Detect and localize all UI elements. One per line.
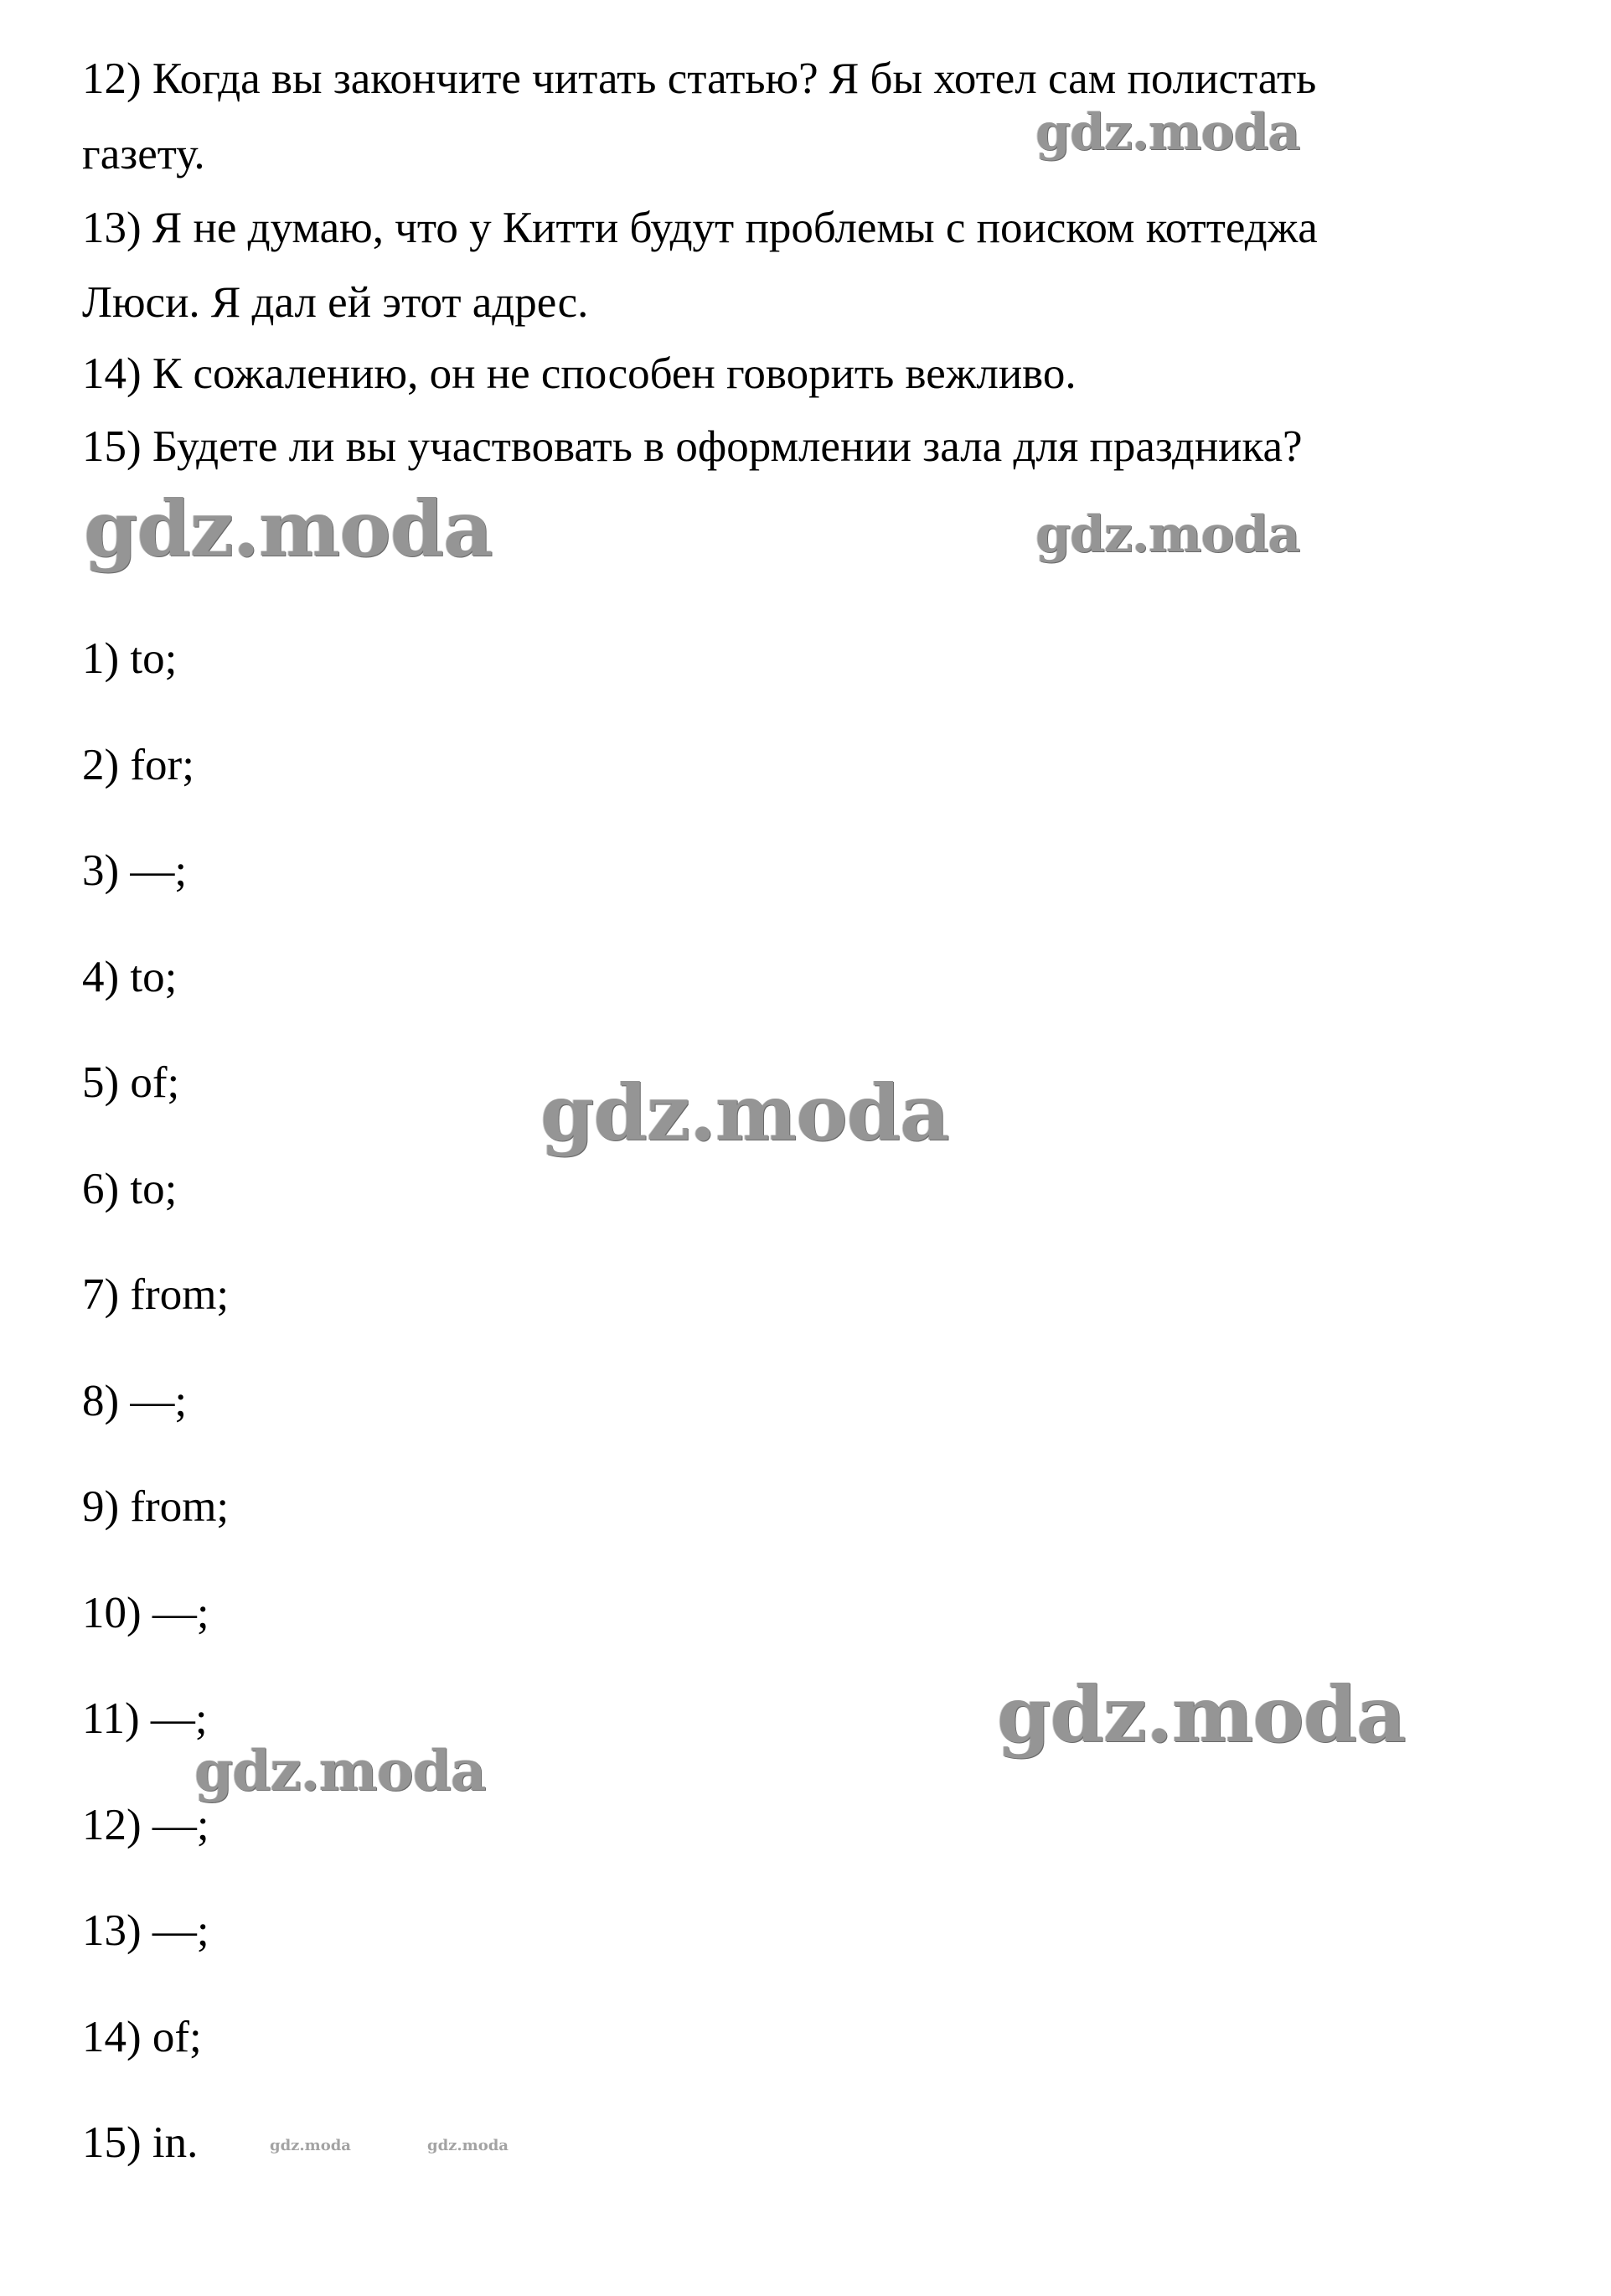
watermark-logo: gdz.moda	[540, 1068, 949, 1158]
answer-line-10: 10) —;	[82, 1589, 209, 1637]
answer-line-11: 11) —;	[82, 1694, 208, 1743]
answer-line-14: 14) of;	[82, 2013, 202, 2061]
answer-line-7: 7) from;	[82, 1270, 230, 1319]
answer-line-13: 13) —;	[82, 1906, 209, 1955]
watermark-logo: gdz.moda	[1035, 505, 1300, 564]
watermark-logo: gdz.moda	[194, 1738, 486, 1803]
answer-line-5: 5) of;	[82, 1058, 180, 1107]
translation-line-12a: 12) Когда вы закончите читать статью? Я бы хотел сам полистать	[82, 54, 1317, 103]
answer-line-4: 4) to;	[82, 953, 178, 1001]
translation-line-12b: газету.	[82, 130, 205, 178]
answer-line-2: 2) for;	[82, 741, 194, 789]
answer-line-1: 1) to;	[82, 634, 178, 683]
answer-line-3: 3) —;	[82, 846, 188, 895]
watermark-logo: gdz.moda	[270, 2137, 351, 2154]
answer-line-12: 12) —;	[82, 1801, 209, 1849]
watermark-logo: gdz.moda	[427, 2137, 509, 2154]
watermark-logo: gdz.moda	[1035, 103, 1300, 162]
translation-line-15: 15) Будете ли вы участвовать в оформлении зала для праздника?	[82, 422, 1303, 471]
watermark-logo: gdz.moda	[997, 1669, 1406, 1760]
translation-line-13a: 13) Я не думаю, что у Китти будут проблемы с поиском коттеджа	[82, 204, 1318, 252]
answer-line-8: 8) —;	[82, 1377, 188, 1425]
translation-line-14: 14) К сожалению, он не способен говорить вежливо.	[82, 349, 1077, 398]
answer-line-15: 15) in.	[82, 2118, 199, 2167]
answer-line-9: 9) from;	[82, 1482, 230, 1531]
translation-line-13b: Люси. Я дал ей этот адрес.	[82, 278, 589, 327]
answer-line-6: 6) to;	[82, 1165, 178, 1213]
watermark-logo: gdz.moda	[84, 484, 493, 574]
